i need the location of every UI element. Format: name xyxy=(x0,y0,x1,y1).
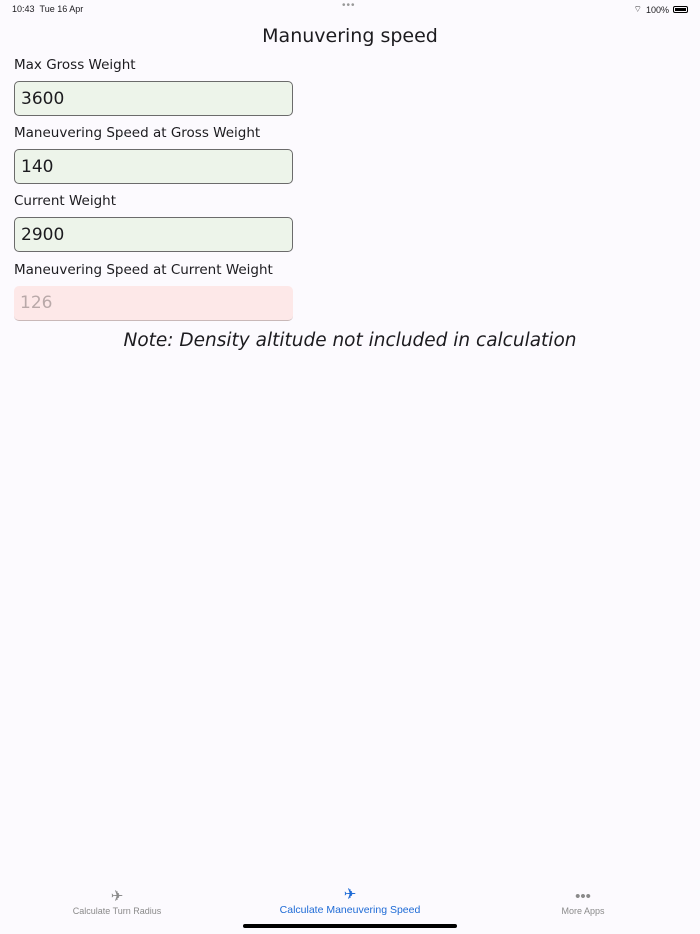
battery-percent: 100% xyxy=(645,4,669,15)
battery-icon xyxy=(673,6,688,13)
status-time: 10:43 Tue 16 Apr xyxy=(12,4,84,14)
airplane-icon: ✈ xyxy=(110,888,124,905)
gross-speed-input[interactable]: 140 xyxy=(14,149,293,184)
current-speed-label: Maneuvering Speed at Current Weight xyxy=(14,262,273,278)
max-gross-weight-label: Max Gross Weight xyxy=(14,57,136,73)
current-speed-output: 126 xyxy=(14,286,293,321)
home-indicator xyxy=(243,924,457,928)
more-icon: ••• xyxy=(575,888,591,905)
airplane-icon: ✈ xyxy=(343,886,357,903)
tab-bar xyxy=(0,874,700,934)
max-gross-weight-input[interactable]: 3600 xyxy=(14,81,293,116)
current-weight-input[interactable]: 2900 xyxy=(14,217,293,252)
gross-speed-label: Maneuvering Speed at Gross Weight xyxy=(14,125,261,141)
page-title: Manuvering speed xyxy=(262,25,438,47)
wifi-icon: ⌔ xyxy=(633,4,642,14)
tab-turn-radius[interactable] xyxy=(17,888,217,916)
tab-label: Calculate Maneuvering Speed xyxy=(279,904,421,916)
tab-label: Calculate Turn Radius xyxy=(72,906,162,916)
note-text: Note: Density altitude not included in calculation xyxy=(123,330,577,351)
current-weight-label: Current Weight xyxy=(14,193,117,209)
multitasking-dots-icon[interactable]: ••• xyxy=(342,0,356,11)
tab-maneuvering-speed[interactable] xyxy=(250,886,450,916)
status-bar xyxy=(0,0,700,18)
tab-more-apps[interactable] xyxy=(483,888,683,916)
tab-label: More Apps xyxy=(561,906,605,916)
